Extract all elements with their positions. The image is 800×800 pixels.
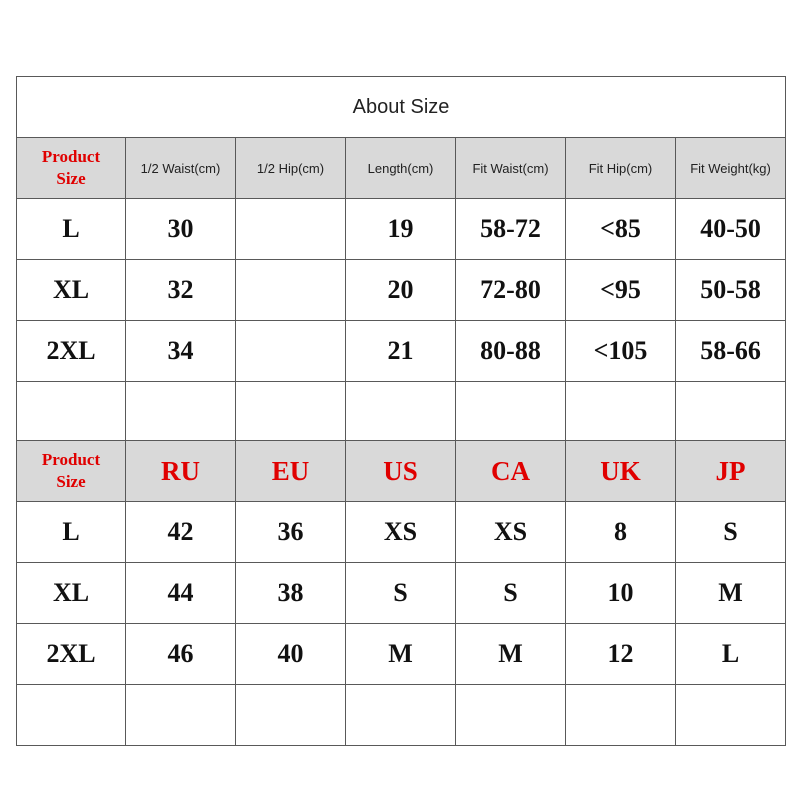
empty-cell xyxy=(566,382,676,441)
table-row xyxy=(17,321,786,382)
empty-cell xyxy=(676,382,786,441)
header-eu: EU xyxy=(236,441,346,502)
value-cell: 20 xyxy=(346,260,456,321)
value-cell: 34 xyxy=(126,321,236,382)
value-cell: S xyxy=(456,563,566,624)
value-cell: 50-58 xyxy=(676,260,786,321)
empty-cell xyxy=(456,685,566,746)
header-length: Length(cm) xyxy=(346,138,456,199)
size-cell: L xyxy=(17,199,126,260)
size-cell: XL xyxy=(17,563,126,624)
empty-row xyxy=(17,382,786,441)
empty-cell xyxy=(236,685,346,746)
empty-cell xyxy=(126,685,236,746)
product-size-line1: Product xyxy=(41,147,101,166)
product-size-line1: Product xyxy=(41,450,101,469)
header-fit-waist: Fit Waist(cm) xyxy=(456,138,566,199)
table-row xyxy=(17,502,786,563)
size-cell: XL xyxy=(17,260,126,321)
header-jp: JP xyxy=(676,441,786,502)
value-cell: M xyxy=(456,624,566,685)
product-size-line2: Size xyxy=(56,169,86,188)
value-cell: 58-66 xyxy=(676,321,786,382)
header-ru: RU xyxy=(126,441,236,502)
empty-cell xyxy=(17,685,126,746)
value-cell: 40 xyxy=(236,624,346,685)
value-cell: 44 xyxy=(126,563,236,624)
product-size-header xyxy=(17,138,126,199)
header-half-hip: 1/2 Hip(cm) xyxy=(236,138,346,199)
empty-cell xyxy=(566,685,676,746)
empty-cell xyxy=(456,382,566,441)
value-cell: XS xyxy=(346,502,456,563)
header-fit-hip: Fit Hip(cm) xyxy=(566,138,676,199)
size-table xyxy=(16,76,786,746)
value-cell: 36 xyxy=(236,502,346,563)
header-fit-weight: Fit Weight(kg) xyxy=(676,138,786,199)
value-cell: <95 xyxy=(566,260,676,321)
empty-cell xyxy=(346,685,456,746)
header-ca: CA xyxy=(456,441,566,502)
value-cell: <85 xyxy=(566,199,676,260)
value-cell: 21 xyxy=(346,321,456,382)
size-chart xyxy=(16,76,785,746)
value-cell: 30 xyxy=(126,199,236,260)
header-us: US xyxy=(346,441,456,502)
value-cell: M xyxy=(676,563,786,624)
value-cell: 38 xyxy=(236,563,346,624)
empty-cell xyxy=(676,685,786,746)
value-cell xyxy=(236,199,346,260)
value-cell: M xyxy=(346,624,456,685)
empty-cell xyxy=(236,382,346,441)
header-uk: UK xyxy=(566,441,676,502)
empty-cell xyxy=(346,382,456,441)
value-cell: S xyxy=(676,502,786,563)
value-cell: <105 xyxy=(566,321,676,382)
value-cell: 12 xyxy=(566,624,676,685)
value-cell: 8 xyxy=(566,502,676,563)
value-cell xyxy=(236,321,346,382)
value-cell: 19 xyxy=(346,199,456,260)
value-cell: 72-80 xyxy=(456,260,566,321)
page-title: About Size xyxy=(17,77,786,138)
table-row xyxy=(17,199,786,260)
value-cell: 10 xyxy=(566,563,676,624)
table-row xyxy=(17,563,786,624)
value-cell: 42 xyxy=(126,502,236,563)
value-cell: XS xyxy=(456,502,566,563)
table-row xyxy=(17,624,786,685)
table-row xyxy=(17,260,786,321)
empty-row xyxy=(17,685,786,746)
value-cell: S xyxy=(346,563,456,624)
product-size-header xyxy=(17,441,126,502)
value-cell: 58-72 xyxy=(456,199,566,260)
size-cell: 2XL xyxy=(17,321,126,382)
header-half-waist: 1/2 Waist(cm) xyxy=(126,138,236,199)
value-cell xyxy=(236,260,346,321)
value-cell: 46 xyxy=(126,624,236,685)
empty-cell xyxy=(17,382,126,441)
value-cell: 80-88 xyxy=(456,321,566,382)
size-cell: L xyxy=(17,502,126,563)
value-cell: 40-50 xyxy=(676,199,786,260)
value-cell: 32 xyxy=(126,260,236,321)
size-cell: 2XL xyxy=(17,624,126,685)
product-size-line2: Size xyxy=(56,472,86,491)
value-cell: L xyxy=(676,624,786,685)
empty-cell xyxy=(126,382,236,441)
